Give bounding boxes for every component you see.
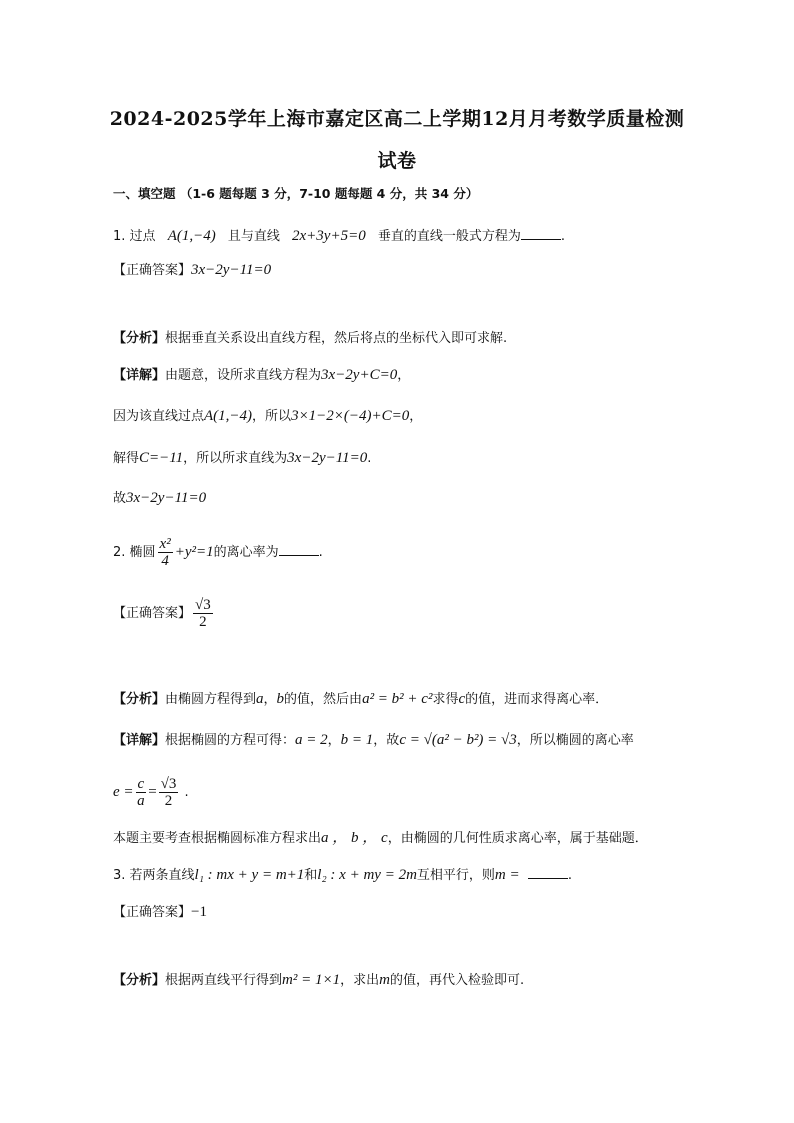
doc-title-line2: 试卷 <box>377 150 417 172</box>
q2-summary-m: a ， b ， c <box>321 830 388 846</box>
q3-stem-m2: l₂ : x + my = 2m <box>317 867 417 883</box>
q1-detail-2m1: A(1,−4) <box>204 408 253 424</box>
q1-detail-3m2: 3x−2y−11=0 <box>287 450 368 466</box>
q2-e-num1: c <box>137 776 145 792</box>
q2-e-lhs: e = <box>113 784 134 800</box>
q1-detail-label: 【详解】 <box>113 368 166 383</box>
q2-summary <box>113 829 648 848</box>
q2-answer-den: 2 <box>199 614 207 630</box>
q1-point: A(1,−4) <box>167 228 216 244</box>
q3-answer <box>113 903 207 922</box>
q1-analysis-text: 根据垂直关系设出直线方程，然后将点的坐标代入即可求解. <box>165 331 508 346</box>
q2-stem-m: +y²=1 <box>174 544 214 560</box>
q2-analysis-label: 【分析】 <box>113 692 166 707</box>
q2-summary-a: 本题主要考查根据椭圆标准方程求出 <box>113 831 322 846</box>
q1-detail-1m: 3x−2y+C=0 <box>321 367 398 383</box>
q2-e-den2: 2 <box>164 793 173 809</box>
q2-e-frac2 <box>159 776 179 809</box>
q3-analysis-label: 【分析】 <box>113 973 166 988</box>
q2-eccentricity <box>113 770 189 815</box>
q1-detail-4m: 3x−2y−11=0 <box>126 490 207 506</box>
q1-detail-4a: 故 <box>113 491 127 506</box>
q1-detail-1a: 由题意，设所求直线方程为 <box>165 368 322 383</box>
q2-analysis-m1: a <box>256 691 264 707</box>
q2-e-eq: = <box>148 784 157 800</box>
q3-analysis-m2: m <box>379 972 390 988</box>
section-heading: 一、填空题 （1-6 题每题 3 分，7-10 题每题 4 分，共 34 分） <box>113 186 479 201</box>
q3-answer-blank <box>528 866 568 879</box>
q3-stem-m3: m = <box>494 867 520 883</box>
q2-detail-m1: a = 2 <box>295 732 328 748</box>
q2-analysis-a: 由椭圆方程得到 <box>165 692 257 707</box>
q2-analysis <box>113 690 608 709</box>
q1-detail-2m2: 3×1−2×(−4)+C=0 <box>291 408 410 424</box>
q2-detail <box>113 731 634 750</box>
q2-e-frac1 <box>136 776 147 809</box>
q3-analysis-a: 根据两直线平行得到 <box>165 973 283 988</box>
q1-detail-2b: ，所以 <box>252 409 292 424</box>
q2-answer-num: √3 <box>195 597 211 613</box>
q2-e-den1: a <box>137 793 145 809</box>
q2-e-end: . <box>184 785 189 800</box>
q2-answer-label: 【正确答案】 <box>113 606 192 621</box>
q1-stem-c: 垂直的直线一般式方程为 <box>377 229 521 244</box>
q3-stem-b: 和 <box>304 868 318 883</box>
q2-detail-m3: c = √(a² − b²) = √3 <box>399 732 517 748</box>
q2-analysis-c: 的值，然后由 <box>284 692 363 707</box>
q3-analysis-m1: m² = 1×1 <box>282 972 341 988</box>
q2-detail-a: 根据椭圆的方程可得： <box>165 733 296 748</box>
q2-answer-blank <box>279 543 319 556</box>
q3-stem-a: 3. 若两条直线 <box>113 868 195 883</box>
q2-analysis-e: 的值，进而求得离心率． <box>465 692 609 707</box>
q1-detail-3 <box>113 449 371 468</box>
q2-frac-den: 4 <box>161 553 169 569</box>
q1-answer-blank <box>521 227 561 240</box>
q1-answer-value: 3x−2y−11=0 <box>191 262 272 278</box>
q2-stem-fraction <box>158 536 173 569</box>
q3-answer-label: 【正确答案】 <box>113 905 192 920</box>
q1-line-eq: 2x+3y+5=0 <box>292 228 366 244</box>
q1-stem-a: 1. 过点 <box>113 229 156 244</box>
doc-title-line1: 2024-2025学年上海市嘉定区高二上学期12月月考数学质量检测 <box>109 108 685 130</box>
q1-detail-2c: ， <box>409 409 423 424</box>
q1-detail-1 <box>113 366 410 385</box>
q2-analysis-m4: c <box>458 691 466 707</box>
q3-stem-m1: l₁ : mx + y = m+1 <box>194 867 305 883</box>
q1-stem-b: 且与直线 <box>227 229 280 244</box>
q3-analysis-b: ，求出 <box>340 973 380 988</box>
q2-analysis-m2: b <box>276 691 285 707</box>
q2-frac-num: x² <box>159 536 171 552</box>
q1-detail-3m1: C=−11 <box>139 450 184 466</box>
q1-analysis-label: 【分析】 <box>113 331 166 346</box>
q3-analysis-c: 的值，再代入检验即可. <box>389 973 525 988</box>
q2-answer-fraction <box>193 597 213 630</box>
q2-answer <box>113 592 215 636</box>
q1-answer <box>113 261 271 280</box>
q2-analysis-b: ， <box>263 692 277 707</box>
q2-analysis-m3: a² = b² + c² <box>362 691 433 707</box>
q2-detail-label: 【详解】 <box>113 733 166 748</box>
q1-stem: 1. 过点 A(1,−4) 且与直线 2x+3y+5=0 垂直的直线一般式方程为 . <box>113 228 565 244</box>
q2-detail-c: ，故 <box>373 733 400 748</box>
q1-detail-3b: ，所以所求直线为 <box>183 451 288 466</box>
q1-detail-1b: ， <box>397 368 411 383</box>
q3-analysis <box>113 971 524 990</box>
q1-detail-2a: 因为该直线过点 <box>113 409 205 424</box>
q3-stem: 3. 若两条直线l₁ : mx + y = m+1和l₂ : x + my = 2m互相平行，则m = . <box>113 867 573 883</box>
q1-detail-4 <box>113 489 206 508</box>
q2-stem: 2. 椭圆 $\frac{\text{x²}}{4}$ +y²=1的离心率为 . <box>113 536 323 569</box>
q2-e-num2: √3 <box>160 776 177 792</box>
q2-stem-b: 的离心率为 <box>213 545 279 560</box>
q1-detail-3c: . <box>367 451 372 466</box>
q2-stem-a: 2. 椭圆 <box>113 545 156 560</box>
q1-detail-2 <box>113 407 422 426</box>
q2-detail-d: ，所以椭圆的离心率 <box>516 733 634 748</box>
q2-detail-m2: b = 1 <box>340 732 374 748</box>
q2-analysis-d: 求得 <box>432 692 459 707</box>
q3-stem-c: 互相平行，则 <box>416 868 495 883</box>
q1-detail-3a: 解得 <box>113 451 140 466</box>
q1-analysis <box>113 330 507 348</box>
q1-answer-label: 【正确答案】 <box>113 263 192 278</box>
q2-summary-b: ，由椭圆的几何性质求离心率，属于基础题． <box>387 831 648 846</box>
q3-answer-value: −1 <box>191 904 207 920</box>
q2-detail-b: ， <box>327 733 341 748</box>
